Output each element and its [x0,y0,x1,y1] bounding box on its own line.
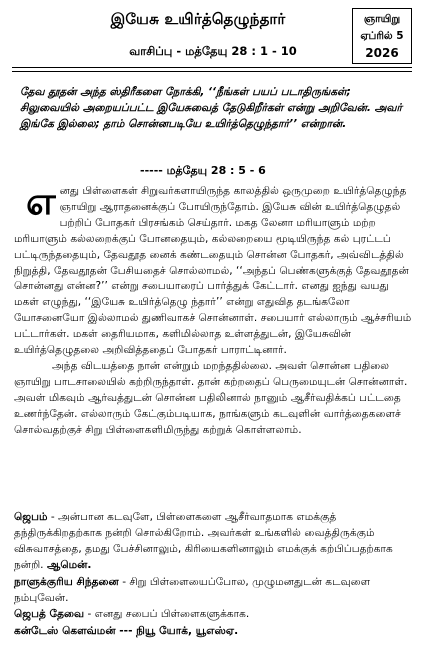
author-line: கன்டேஸ் கௌவ்மன் --- நியூ யோக், யூஎஸ்ஏ. [14,625,239,637]
prayer-label: ஜெபம் [14,511,48,523]
thought-for-day [14,575,414,607]
prayer-amen: ஆமென். [46,558,92,571]
date-day: ஞாயிறு [363,13,401,25]
need-text: - எனது சபைப் பிள்ளைகளுக்காக. [84,608,250,620]
thought-label: நாளுக்குரிய சிந்தனை [14,576,119,588]
devotional-story [14,179,412,439]
verse-reference: ----- மத்தேயு 28 : 5 - 6 [140,164,266,177]
date-year: 2026 [365,46,399,60]
thought-text: - சிறு பிள்ளையைப்போல, முழுமனதுடன் கடவுளை நம்புவேன். [14,576,371,604]
divider-top [12,67,412,68]
divider-top-second [12,71,412,72]
prayer-text: - அன்பான கடவுளே, பிள்ளைகளை ஆசீர்வாதமாக எமக்குத் தந்திருக்கிறதற்காக நன்றி சொல்கிறோம். அவர்கள் உங்களில் வைத்திருக்கும் விசுவாசத்தை, தமது பேச்சினாலும், கிரியைகளினாலும் எமக்குக் கற்பிப்பதற்காக நன்றி. [14,511,393,571]
story-paragraph-1 [14,179,412,359]
memory-verse: தேவ தூதன் அந்த ஸ்திரீகளை நோக்கி, ‘‘நீங்கள் பயப் படாதிருங்கள்; சிலுவையில் அறையப்பட்ட இயேசுவைத் தேடுகிறீர்கள் என்று அறிவேன். அவர் இங்கே இல்லை; தாம் சொன்னபடியே உயிர்த்தெழுந்தார்’’ என்றான். [20,86,403,130]
need-label: ஜெபத் தேவை [14,608,85,620]
reading-reference: வாசிப்பு - மத்தேயு 28 : 1 - 10 [129,44,297,58]
date-day-month: ஏப்ரில் 5 [360,30,404,42]
prayer-need [14,607,414,623]
story-paragraph-1-text: னது பிள்ளைகள் சிறுவர்களாயிருந்த காலத்தில் ஒருமுறை உயிர்த்தெழுந்த ஞாயிறு ஆராதனைக்குப் போயிருந்தோம். இயேசு வின் உயிர்த்தெழுதல் பற்றிப் போதகர் பிரசங்கம் செய்தார். மகத லேனா மரியாளும் மற்ற மரியாளும் கல்லறைக்குப் போனதையும், கல்லறையை மூடியிருந்த கல் புரட்டப் பட்டிருந்ததையும், தேவதூத னைக் கண்டதையும் சொன்ன போதகர், அவ்விடத்தில் நிறுத்தி, தேவதூதன் பேசியதைச் சொல்லாமல், ‘‘அந்தப் பெண்களுக்குத் தேவதூதன் சொன்னது என்ன?’’ என்று சபையாரைப் பார்த்துக் கேட்டார். எனது ஐந்து வயது மகள் எழுந்து, ‘‘இயேசு உயிர்த்தெழு ந்தார்’’ என்று எதுவித தடங்கலோ யோசனையோ இல்லாமல் துணிவாகச் சொன்னாள். சபையார் எல்லாரும் ஆச்சரியம் பட்டார்கள். மகள் தைரியமாக, களிமில்லாத உள்ளத்துடன், இயேசுவின் உயிர்த்தெழுதலை அறிவித்ததைப் போதகர் பாராட்டினார். [14,185,412,357]
page-title: இயேசு உயிர்த்தெழுந்தார் [110,10,286,28]
date-box [352,8,412,64]
story-paragraph-2: அந்த விடயத்தை நான் என்றும் மறந்ததில்லை. அவள் சொன்ன பதிலை ஞாயிறு பாடசாலையில் கற்றிருந்தாள். தான் கற்றதைப் பெருமையுடன் சொன்னாள். அவள் மிகவும் ஆர்வத்துடன் சொன்ன பதிலினால் நானும் ஆசீர்வதிக்கப் பட்டதை உணர்ந்தேன். எல்லாரும் கேட்கும்படியாக, நாங்களும் கடவுளின் வார்த்தைகளைச் சொல்வதற்குச் சிறு பிள்ளைகளிமிருந்து கற்றுக் கொள்ளலாம். [14,359,408,436]
prayer-section [14,510,414,574]
drop-cap: எ [26,179,56,223]
